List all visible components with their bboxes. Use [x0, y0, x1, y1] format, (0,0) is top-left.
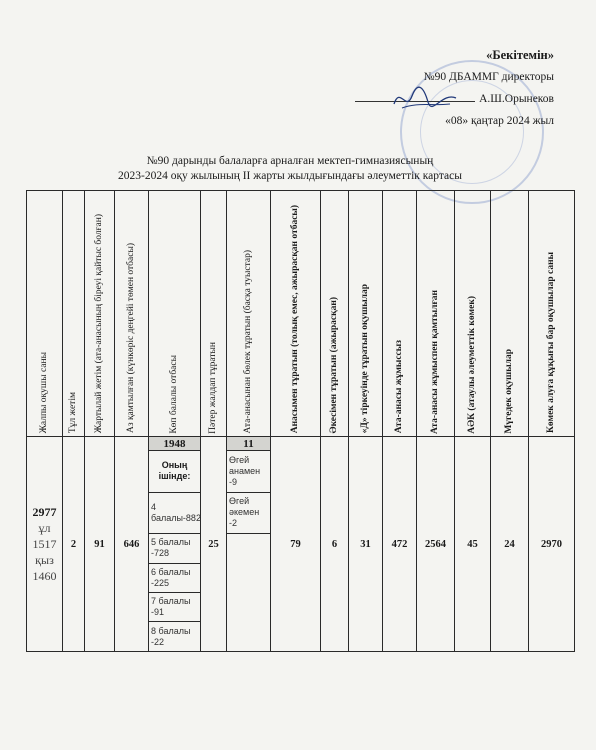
cell-eligible-help: 2970: [529, 437, 575, 652]
header-employed: Ата-анасы жұмыспен қамтылған: [417, 191, 455, 437]
relatives-breakdown-1: Өгей анамен -9: [227, 451, 271, 492]
cell-with-father: 6: [321, 437, 349, 652]
header-full-orphan: Тұл жетім: [63, 191, 85, 437]
cell-full-orphan: 2: [63, 437, 85, 652]
header-low-income: Аз қамтылған (күнкөріс деңгейі төмен отбасы): [115, 191, 149, 437]
header-aek: АӘК (атаулы әлеуметтік көмек): [455, 191, 491, 437]
header-with-father: Әкесімен тұратын (ажырасқан): [321, 191, 349, 437]
cell-renting: 25: [201, 437, 227, 652]
header-with-mother: Анасымен тұратын (толық емес, ажырасқан отбасы): [271, 191, 321, 437]
cell-d-register: 31: [349, 437, 383, 652]
large-family-breakdown-4: 7 балалы -91: [149, 593, 201, 622]
cell-aek: 45: [455, 437, 491, 652]
social-map-table: [26, 190, 575, 652]
cell-relatives-total: 11: [227, 437, 271, 451]
large-family-breakdown-5: 8 балалы -22: [149, 622, 201, 652]
cell-with-mother: 79: [271, 437, 321, 652]
cell-large-family-total: 1948: [149, 437, 201, 451]
relatives-breakdown-2: Өгей әкемен -2: [227, 492, 271, 533]
girls-count: қыз 1460: [32, 553, 57, 583]
header-renting: Пәтер жалдап тұратын: [201, 191, 227, 437]
header-relatives: Ата-анасынан бөлек тұратын (басқа туыстар): [227, 191, 271, 437]
title-line-1: №90 дарынды балаларға арналған мектеп-гимназиясының: [146, 155, 434, 167]
data-row-top: [27, 437, 575, 451]
cell-total-students: 2977 ұл 1517 қыз 1460: [27, 437, 63, 652]
relatives-empty-cell: [227, 534, 271, 652]
cell-disabled: 24: [491, 437, 529, 652]
header-unemployed: Ата-анасы жұмыссыз: [383, 191, 417, 437]
large-family-breakdown-3: 6 балалы -225: [149, 563, 201, 592]
signature-scribble: [390, 82, 460, 114]
approval-date: «08» қаңтар 2024 жыл: [445, 115, 554, 127]
document-title: [60, 154, 520, 184]
boys-count: ұл 1517: [32, 521, 57, 551]
large-family-breakdown-2: 5 балалы -728: [149, 534, 201, 563]
approval-name: А.Ш.Орынеков: [479, 93, 554, 105]
approval-title: «Бекітемін»: [486, 48, 554, 62]
header-large-family: Көп балалы отбасы: [149, 191, 201, 437]
large-family-label: Оның ішінде:: [149, 451, 201, 492]
cell-employed: 2564: [417, 437, 455, 652]
header-total-students: Жалпы оқушы саны: [27, 191, 63, 437]
header-d-register: «Д» тіркеуінде тұратын оқушылар: [349, 191, 383, 437]
header-disabled: Мүгедек оқушылар: [491, 191, 529, 437]
cell-low-income: 646: [115, 437, 149, 652]
approval-line: №90 ДБАММГ директоры: [423, 71, 554, 83]
header-row: [27, 191, 575, 437]
large-family-breakdown-1: 4 балалы-882: [149, 492, 201, 533]
cell-unemployed: 472: [383, 437, 417, 652]
cell-half-orphan: 91: [85, 437, 115, 652]
header-eligible-help: Көмек алуға құқығы бар оқушылар саны: [529, 191, 575, 437]
title-line-2: 2023-2024 оқу жылының ІІ жарты жылдығындағы әлеуметтік картасы: [118, 170, 462, 182]
header-half-orphan: Жартылай жетім (ата-анасының біреуі қайтыс болған): [85, 191, 115, 437]
